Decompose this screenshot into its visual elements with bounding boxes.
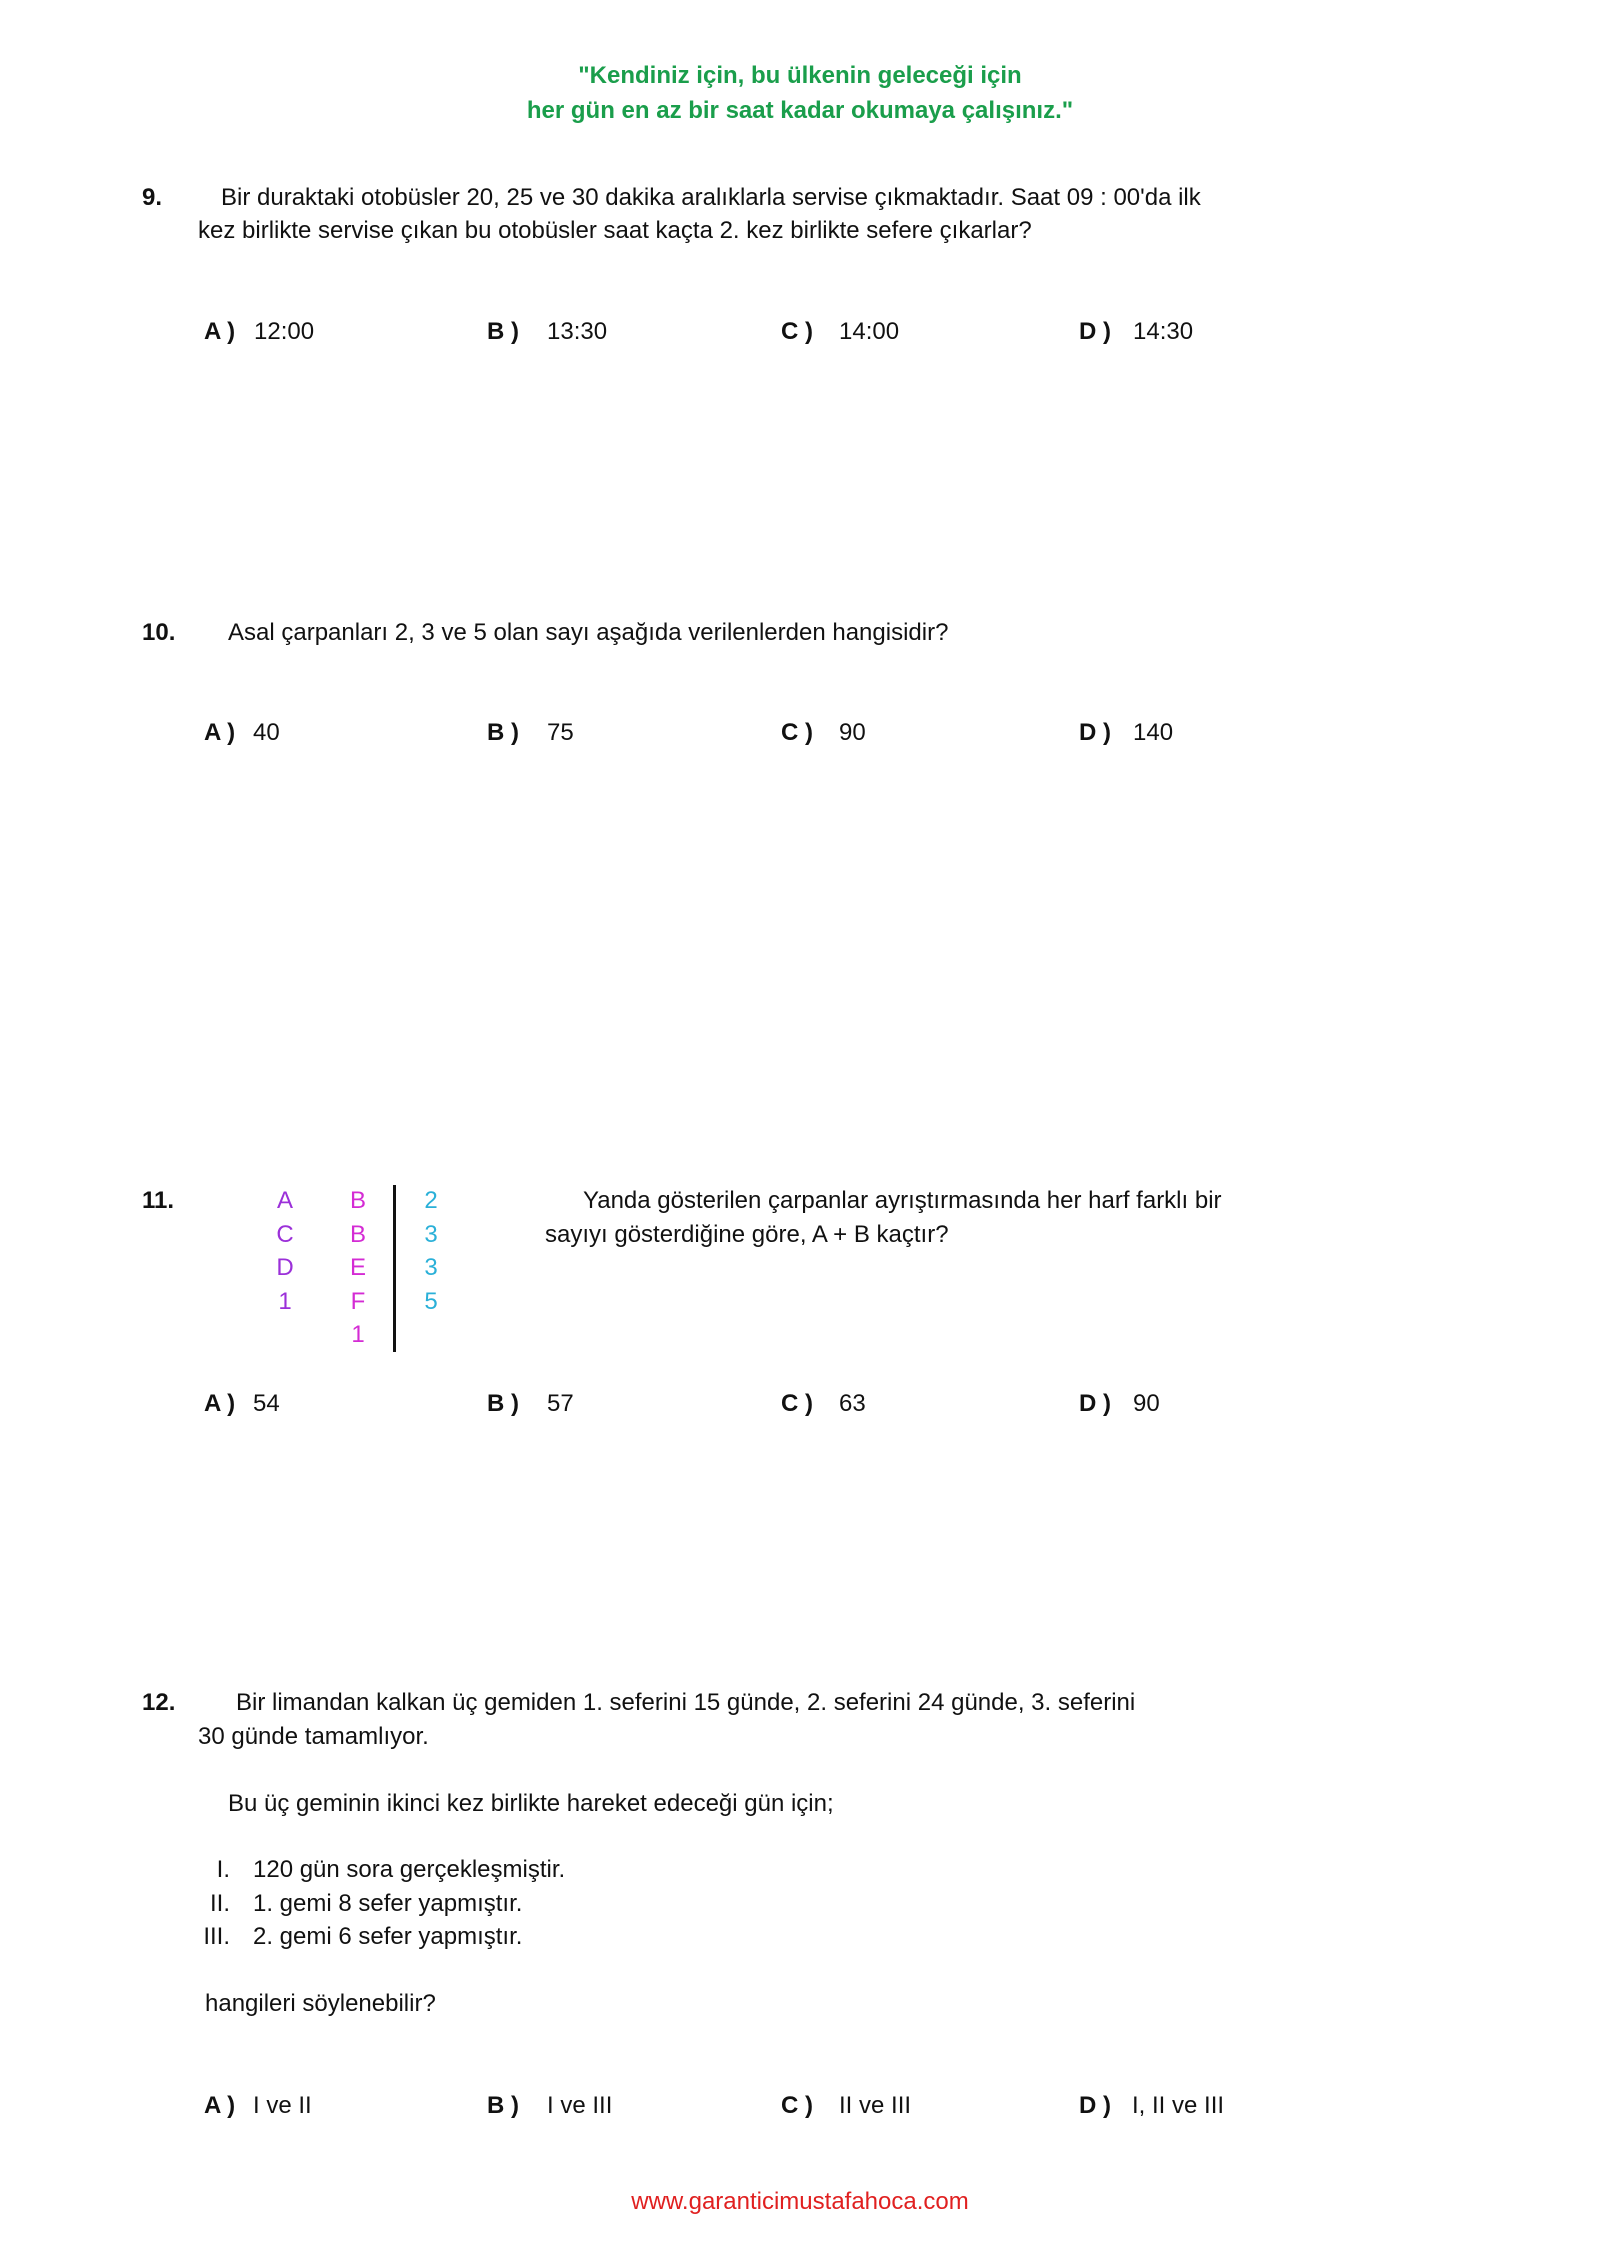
question-text-line: Bir duraktaki otobüsler 20, 25 ve 30 dakika aralıklarla servise çıkmaktadır. Saat 09 : 00'da ilk	[221, 184, 1201, 211]
option-value: I, II ve III	[1132, 2092, 1225, 2119]
option-d	[1079, 1387, 1339, 1421]
option-a	[204, 716, 464, 750]
option-value: 14:00	[839, 318, 900, 345]
factor-cell: B	[349, 1187, 366, 1214]
option-label: C )	[781, 719, 813, 746]
factor-cell: 3	[424, 1221, 438, 1248]
factor-cell: 1	[278, 1288, 292, 1315]
option-label: A )	[204, 1390, 236, 1417]
motto-line-1: "Kendiniz için, bu ülkenin geleceği için	[578, 62, 1022, 89]
factor-cell: B	[349, 1221, 366, 1248]
option-value: 14:30	[1133, 318, 1194, 345]
option-value: 140	[1133, 719, 1174, 746]
factor-cell: D	[276, 1254, 294, 1281]
option-c	[781, 315, 1041, 349]
option-d	[1079, 315, 1339, 349]
option-value: I ve III	[547, 2092, 613, 2119]
option-value: 54	[253, 1390, 280, 1417]
option-value: 63	[839, 1390, 866, 1417]
option-label: B )	[487, 318, 519, 345]
option-value: I ve II	[253, 2092, 312, 2119]
factor-cell: A	[276, 1187, 293, 1214]
option-value: II ve III	[839, 2092, 912, 2119]
motto-line-2: her gün en az bir saat kadar okumaya çalışınız."	[526, 97, 1074, 124]
statement-numeral: II.	[209, 1890, 230, 1917]
question-text-line: Asal çarpanları 2, 3 ve 5 olan sayı aşağıda verilenlerden hangisidir?	[228, 619, 949, 646]
statement-numeral: III.	[203, 1923, 230, 1950]
option-label: B )	[487, 2092, 519, 2119]
option-label: A )	[204, 318, 236, 345]
statement-numeral: I.	[216, 1856, 230, 1883]
option-label: D )	[1079, 2092, 1111, 2119]
option-label: C )	[781, 2092, 813, 2119]
option-value: 40	[253, 719, 280, 746]
option-label: C )	[781, 318, 813, 345]
option-label: D )	[1079, 719, 1111, 746]
option-value: 90	[1133, 1390, 1160, 1417]
factor-cell: 3	[424, 1254, 438, 1281]
option-a	[204, 2089, 464, 2123]
option-c	[781, 1387, 1041, 1421]
question-closing: hangileri söylenebilir?	[205, 1990, 436, 2017]
option-value: 13:30	[547, 318, 608, 345]
option-d	[1079, 2089, 1339, 2123]
factor-cell: 1	[351, 1321, 365, 1348]
option-label: B )	[487, 1390, 519, 1417]
factor-cell: 5	[424, 1288, 438, 1315]
option-b	[487, 716, 747, 750]
option-d	[1079, 716, 1339, 750]
question-number: 12.	[142, 1689, 176, 1716]
question-number: 10.	[142, 619, 176, 646]
option-label: D )	[1079, 318, 1111, 345]
option-label: A )	[204, 2092, 236, 2119]
option-c	[781, 716, 1041, 750]
question-text-line: kez birlikte servise çıkan bu otobüsler saat kaçta 2. kez birlikte sefere çıkarlar?	[198, 217, 1032, 244]
option-label: C )	[781, 1390, 813, 1417]
footer-website: www.garanticimustafahoca.com	[631, 2188, 969, 2215]
factor-cell: C	[276, 1221, 294, 1248]
option-b	[487, 1387, 747, 1421]
statement-text: 120 gün sora gerçekleşmiştir.	[253, 1856, 566, 1883]
option-value: 12:00	[254, 318, 315, 345]
option-value: 57	[547, 1390, 574, 1417]
option-value: 90	[839, 719, 866, 746]
question-number: 11.	[142, 1187, 175, 1214]
question-text-line: Yanda gösterilen çarpanlar ayrıştırmasında her harf farklı bir	[583, 1187, 1222, 1214]
option-a	[204, 315, 464, 349]
factor-divider-line	[393, 1185, 396, 1352]
option-b	[487, 315, 747, 349]
statement-text: 2. gemi 6 sefer yapmıştır.	[253, 1923, 523, 1950]
option-b	[487, 2089, 747, 2123]
option-label: B )	[487, 719, 519, 746]
option-a	[204, 1387, 464, 1421]
factor-cell: 2	[424, 1187, 438, 1214]
statement-text: 1. gemi 8 sefer yapmıştır.	[253, 1890, 523, 1917]
question-text-line: Bir limandan kalkan üç gemiden 1. seferini 15 günde, 2. seferini 24 günde, 3. seferini	[236, 1689, 1136, 1716]
question-text-line: sayıyı gösterdiğine göre, A + B kaçtır?	[545, 1221, 949, 1248]
question-prompt: Bu üç geminin ikinci kez birlikte hareket edeceği gün için;	[228, 1790, 834, 1817]
factor-cell: F	[350, 1288, 366, 1315]
question-text-line: 30 günde tamamlıyor.	[198, 1723, 429, 1750]
option-label: D )	[1079, 1390, 1111, 1417]
factor-cell: E	[349, 1254, 366, 1281]
option-c	[781, 2089, 1041, 2123]
option-value: 75	[547, 719, 574, 746]
question-number: 9.	[142, 184, 163, 211]
option-label: A )	[204, 719, 236, 746]
